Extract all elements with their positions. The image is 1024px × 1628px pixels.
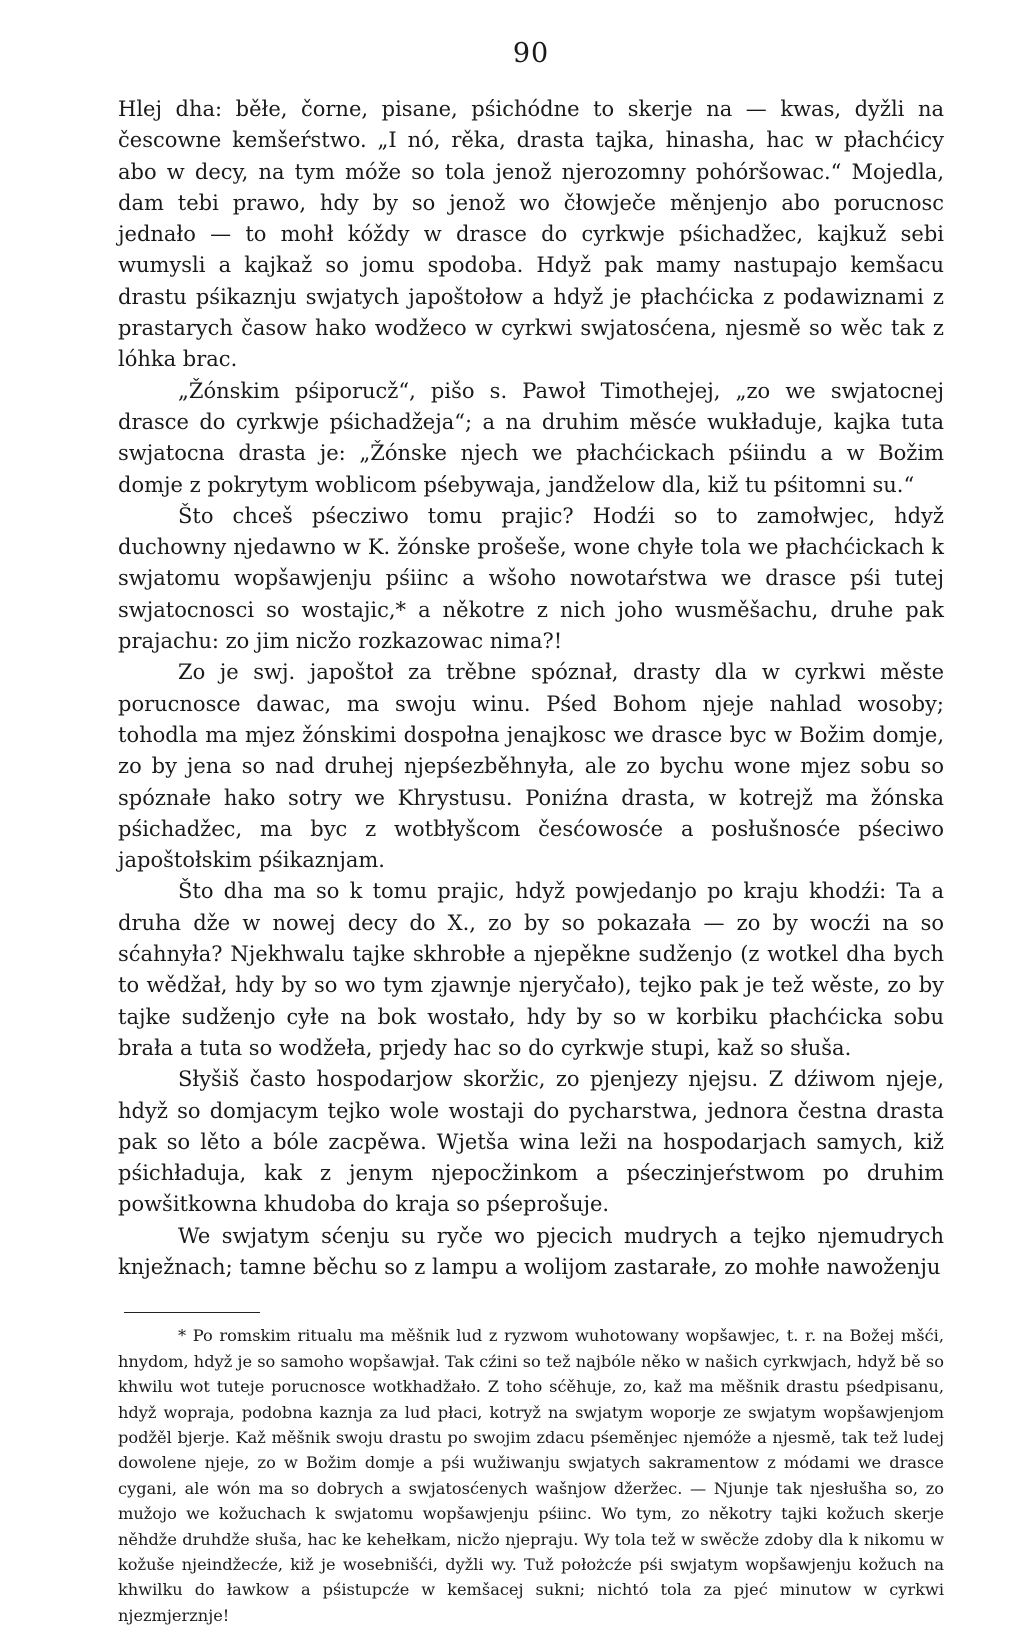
paragraph-6: Słyšiš často hospodarjow skoržic, zo pjenjezy njejsu. Z dźiwom njeje, hdyž so domjacym tejko wole wostaji do pycharstwa, jednora čestna drasta pak so lěto a bóle zacpěwa. Wjetša wina leži na hospodarjach samych, kiž pśichładuja, kak z jenym njepocžinkom a pśeczinjeŕstwom po druhim powšitkowna khudoba do kraja so pśeprošuje.: [118, 1067, 944, 1217]
paragraph-3: Što chceš pśecziwo tomu prajic? Hodźi so to zamołwjec, hdyž duchowny njedawno w K. žónske prošeše, wone chyłe tola we płachćickach k swjatomu wopšawjenju pśiinc a wšoho nowotaŕstwa we drasce pśi tutej swjatocnosci so wostajic,* a někotre z nich joho wusměšachu, druhe pak prajachu: zo jim nicžo rozkazowac nima?!: [118, 503, 944, 654]
footnote: [118, 1323, 944, 1628]
paragraph-1: Hlej dha: běłe, čorne, pisane, pśichódne to skerje na — kwas, dyžli na čescowne kemšeŕstwo. „I nó, rěka, drasta tajka, hinasha, hac w płachćicy abo w decy, na tym móže so tola jenož njerozomny pohóršowac.“ Mojedla, dam tebi prawo, hdy by so jenož wo čłowječe měnjenjo abo porucnosc jednało — to mohł kóždy w drasce do cyrkwje pśichadžec, kajkuž sebi wumysli a kajkaž so jomu spodoba. Hdyž pak mamy nastupajo kemšacu drastu pśikaznju swjatych japoštołow a hdyž je płachćicka z podawiznami z prastarych časow hako wodžeco w cyrkwi swjatosćena, njesmě so wěc tak z lóhka brac.: [118, 97, 944, 372]
footnote-divider: [124, 1312, 260, 1313]
paragraph-4: Zo je swj. japoštoł za trěbne spóznał, drasty dla w cyrkwi měste porucnosce dawac, ma swoju winu. Pśed Bohom njeje nahlad wosoby; tohodla ma mjez žónskimi dospołna jenajkosc we drasce byc w Božim domje, zo by jena so nad druhej njepśezběhnyła, ale zo bychu wone mjez sobu so spóznałe hako sotry we Khrystusu. Poniźna drasta, w kotrejž ma žónska pśichadžec, ma byc z wotbłyšcom česćowosće a posłušnosće pśeciwo japoštołskim pśikaznjam.: [118, 660, 944, 873]
paragraph-2: „Žónskim pśiporucž“, pišo s. Pawoł Timothejej, „zo we swjatocnej drasce do cyrkwje pśichadžeja“; a na druhim měsće wukładuje, kajka tuta swjatocna drasta je: „Žónske njech we płachćickach pśiindu a w Božim domje z pokrytym woblicom pśebywaja, jandželow dla, kiž tu pśitomni su.“: [118, 378, 944, 497]
body-text: [118, 94, 944, 1283]
page-number: 90: [512, 38, 550, 69]
document-page: [118, 34, 944, 1628]
paragraph-7: We swjatym sćenju su ryče wo pjecich mudrych a tejko njemudrych knježnach; tamne běchu so z lampu a wolijom zastarałe, zo mohłe nawoženju: [118, 1223, 944, 1279]
paragraph-5: Što dha ma so k tomu prajic, hdyž powjedanjo po kraju khodźi: Ta a druha dže w nowej decy do X., zo by so pokazała — zo by wocźi na so sćahnyła? Njekhwalu tajke skhrobłe a njepěkne sudženjo (z wotkel dha bych to wědžał, hdy by so wo tym zjawnje njeryčało), tejko pak je tež wěste, zo by tajke sudženjo cyłe na bok wostało, hdy by so w korbiku płachćicka sobu brała a tuta so wodžeła, prjedy hac so do cyrkwje stupi, kaž so słuša.: [118, 879, 944, 1060]
footnote-text: * Po romskim ritualu ma měšnik lud z ryzwom wuhotowany wopšawjec, t. r. na Božej mšći, hnydom, hdyž je so samoho wopšawjał. Tak cźini so tež najbóle něko w našich cyrkwjach, hdyž bě so khwilu wot tuteje porucnosce wotkhadžało. Z toho sćěhuje, zo, kaž ma měšnik drastu pśedpisanu, hdyž wopraja, podobna kaznja za lud płaci, kotryž na swjatym woporje ze swjatym wopšawjenjom podžěl bjerje. Kaž měšnik swoju drastu po swojim zdacu pśeměnjec njemóže a njesmě, tak tež ludej dowolene njeje, zo w Božim domje a pśi wužiwanju swjatych sakramentow z módami we drasce cygani, ale wón ma so dobrych a swjatosćenych wašnjow džeržec. — Njunje tak njesłušha so, zo mužojo we kožuchach k swjatomu wopšawjenju pśiinc. Wo tym, zo někotry tajki kožuch skerje něhdže druhdže słuša, hac ke kehełkam, nicžo njepraju. Wy tola tež w swěcže zdoby dla k nikomu w kožuše njeindžecźe, kiž je wosebnišći, dyžli wy. Tuž położcźe pśi swjatym wopšawjenju kožuch na khwilku do ławkow a pśistupcźe w kemšacej sukni; nichtó tola za pjeć minutow w cyrkwi njezmjerznje!: [118, 1326, 944, 1625]
